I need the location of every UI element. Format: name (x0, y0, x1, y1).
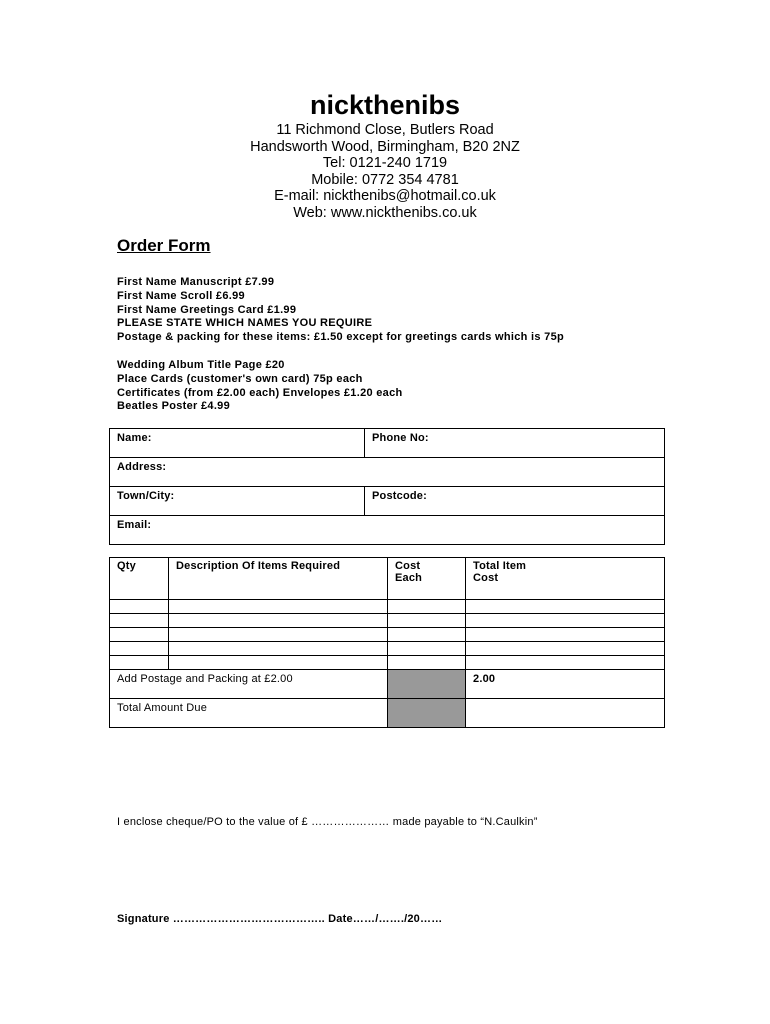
name-field[interactable] (110, 429, 365, 458)
total-due-label: Total Amount Due (110, 699, 388, 728)
description-cell[interactable] (169, 614, 388, 628)
order-items-table (109, 557, 665, 728)
description-cell[interactable] (169, 656, 388, 670)
postage-cost-shaded (388, 670, 466, 699)
table-row (110, 600, 665, 614)
phone-field[interactable] (365, 429, 665, 458)
price-list-2 (117, 359, 403, 414)
total-cell[interactable] (466, 600, 665, 614)
price-item: First Name Scroll £6.99 (117, 289, 245, 302)
postage-note: Postage & packing for these items: £1.50 except for greetings cards which is 75p (117, 331, 565, 344)
price-note: PLEASE STATE WHICH NAMES YOU REQUIRE (117, 317, 373, 330)
qty-cell[interactable] (110, 642, 169, 656)
table-row (110, 656, 665, 670)
cost-cell[interactable] (388, 642, 466, 656)
total-due-value[interactable] (466, 699, 665, 728)
total-cell[interactable] (466, 642, 665, 656)
qty-cell[interactable] (110, 614, 169, 628)
town-field[interactable] (110, 487, 365, 516)
qty-header: Qty (110, 558, 169, 600)
cost-cell[interactable] (388, 656, 466, 670)
price-item: Place Cards (customer's own card) 75p each (117, 372, 363, 385)
address-field[interactable] (110, 458, 665, 487)
price-item: Wedding Album Title Page £20 (117, 359, 285, 371)
postage-label: Add Postage and Packing at £2.00 (110, 670, 388, 699)
total-cell[interactable] (466, 628, 665, 642)
letterhead (0, 88, 770, 222)
cost-header-line: Each (395, 572, 423, 584)
cost-cell[interactable] (388, 600, 466, 614)
address-label: Address: (117, 461, 167, 473)
total-cell[interactable] (466, 614, 665, 628)
table-row (110, 628, 665, 642)
name-label: Name: (117, 432, 152, 444)
cheque-statement: I enclose cheque/PO to the value of £ ………………… made payable to “N.Caulkin” (117, 816, 538, 828)
town-label: Town/City: (117, 490, 175, 502)
price-list-1 (117, 276, 564, 345)
signature-line: Signature ………………………………….. Date……/……./20…… (117, 913, 443, 925)
postcode-field[interactable] (365, 487, 665, 516)
address-line: 11 Richmond Close, Butlers Road (276, 122, 494, 138)
table-row (110, 642, 665, 656)
description-cell[interactable] (169, 642, 388, 656)
email-line: E-mail: nickthenibs@hotmail.co.uk (274, 188, 496, 205)
price-item: Beatles Poster £4.99 (117, 400, 231, 413)
email-field[interactable] (110, 516, 665, 545)
price-item: First Name Greetings Card £1.99 (117, 303, 297, 316)
price-item: Certificates (from £2.00 each) Envelopes £1.20 each (117, 386, 403, 399)
cost-each-header (388, 558, 466, 600)
qty-cell[interactable] (110, 628, 169, 642)
cost-cell[interactable] (388, 614, 466, 628)
postcode-label: Postcode: (372, 490, 427, 502)
qty-cell[interactable] (110, 600, 169, 614)
customer-details-table (109, 428, 665, 545)
total-cost-shaded (388, 699, 466, 728)
description-cell[interactable] (169, 628, 388, 642)
total-item-cost-header (466, 558, 665, 600)
brand-name: nickthenibs (309, 90, 461, 120)
mobile-line: Mobile: 0772 354 4781 (311, 171, 459, 188)
web-line: Web: www.nickthenibs.co.uk (293, 204, 477, 221)
qty-cell[interactable] (110, 656, 169, 670)
phone-label: Phone No: (372, 432, 429, 444)
postage-value: 2.00 (466, 670, 665, 699)
description-cell[interactable] (169, 600, 388, 614)
description-header: Description Of Items Required (169, 558, 388, 600)
total-header-line: Cost (473, 572, 499, 584)
cost-cell[interactable] (388, 628, 466, 642)
email-label: Email: (117, 519, 152, 531)
total-header-line: Total Item (473, 560, 527, 572)
total-cell[interactable] (466, 656, 665, 670)
price-item: First Name Manuscript £7.99 (117, 276, 275, 288)
table-row (110, 614, 665, 628)
cost-header-line: Cost (395, 560, 421, 572)
address-line: Handsworth Wood, Birmingham, B20 2NZ (250, 138, 520, 155)
telephone-line: Tel: 0121-240 1719 (322, 155, 448, 172)
order-form-title: Order Form (117, 236, 211, 255)
